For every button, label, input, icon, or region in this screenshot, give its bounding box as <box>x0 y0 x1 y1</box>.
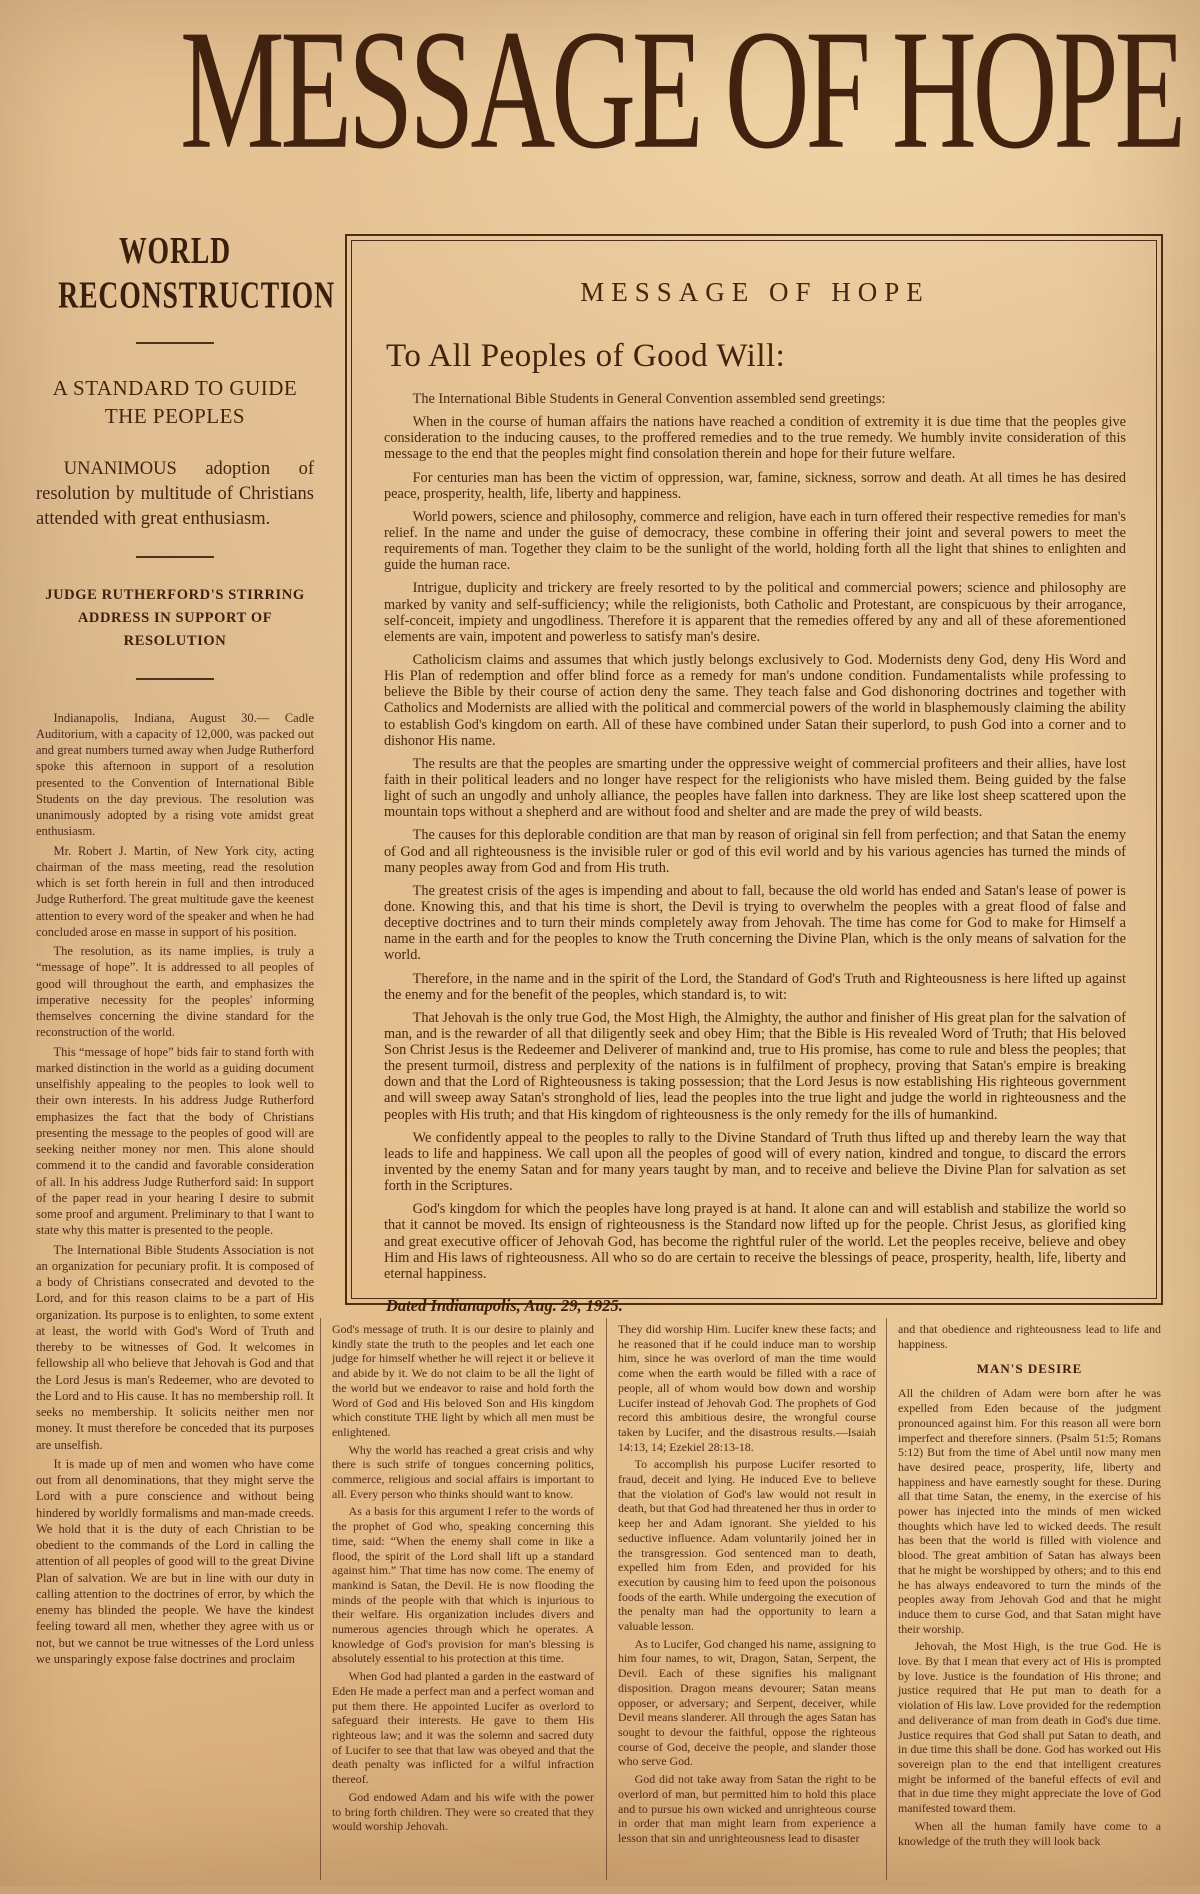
paragraph: Catholicism claims and assumes that which justly belongs exclusively to God. Modernists deny God, deny His Word and His Plan of redemption and offer blind force as a remedy for man's undone condition. Fundamentalists while professing to believe the Bible by their course of action deny the same. They teach false and God dishonoring doctrines and together with Catholics and Modernists are allied with the political and commercial powers of the world in blasphemously claiming the ability to establish God's kingdom on earth. All of these have combined under Satan their superlord, to push God into a corner and to dishonor His name. <box>384 651 1126 749</box>
paragraph: They did worship Him. Lucifer knew these facts; and he reasoned that if he could induce man to worship him, since he was overlord of man the time would come when the earth would be filled with a race of people, all of whom would bow down and worship Lucifer instead of Jehovah God. The prophets of God record this ambitious desire, the wrongful course taken by Lucifer, and the disastrous results.—Isaiah 14:13, 14; Ezekiel 28:13-18. <box>618 1322 876 1454</box>
left-column-body <box>36 710 314 1894</box>
paragraph: The International Bible Students Association is not an organization for pecuniary profit. It is composed of a body of Christians consecrated and devoted to the Lord, and for this reason claims to be a part of His organization. Its purpose is to enlighten, to some extent at least, the world with God's Word of Truth and thereby to be witnesses of God. It welcomes in fellowship all who believe that Jehovah is God and that the Lord Jesus is man's Redeemer, who are devoted to the Lord and to His cause. It has no membership roll. It seeks no membership. It solicits neither men nor money. It must therefore be conceded that its purposes are unselfish. <box>36 1242 314 1452</box>
paragraph: When all the human family have come to a knowledge of the truth they will look back <box>898 1818 1161 1848</box>
resolution-body <box>384 391 1126 1282</box>
column-rule <box>320 1318 321 1880</box>
column-4-lead: and that obedience and righteousness lead to life and happiness. <box>898 1322 1161 1351</box>
left-column <box>36 230 335 1894</box>
resolution-dateline: Dated Indianapolis, Aug. 29, 1925. <box>386 1296 623 1316</box>
divider <box>136 678 214 680</box>
paragraph: This “message of hope” bids fair to stand forth with marked distinction in the world as a guiding document unselfishly appealing to the peoples to look well to their own interests. In his address Judge Rutherford emphasizes the fact that the body of Christians presenting the message to the peoples of good will are seeking neither money nor men. This alone should commend it to the candid and favorable consideration of all. In his address Judge Rutherford said: In support of the paper read in your hearing I desire to submit some proof and argument. Preliminary to that I want to state why this matter is presented to the people. <box>36 1044 314 1238</box>
resolution-box-inner <box>351 240 1157 1316</box>
paragraph: God did not take away from Satan the right to be overlord of man, but permitted him to hold this place and to pursue his own wicked and unrighteous course in order that man might learn from experience a lesson that sin and unrighteousness lead to disaster <box>618 1772 876 1845</box>
paragraph: Why the world has reached a great crisis and why there is such strife of tongues concerning politics, commerce, religious and social affairs is important to all. Every person who thinks should want to know. <box>332 1442 594 1501</box>
paragraph: God's message of truth. It is our desire to plainly and kindly state the truth to the peoples and let each one judge for himself whether he will reject it or believe it and abide by it. We do not claim to be all the light of the world but we endeavor to raise and hold forth the Word of God and His beloved Son and His kingdom which constitute THE light by which all men must be enlightened. <box>332 1322 594 1439</box>
paragraph: God's kingdom for which the peoples have long prayed is at hand. It alone can and will establish and stabilize the world so that it cannot be moved. Its ensign of righteousness is the Standard now lifted up for the people. Christ Jesus, as glorified king and great executive officer of Jehovah God, has become the rightful ruler of the world. Let the peoples receive, believe and obey Him and His laws of righteousness. All who so do are certain to receive the blessings of peace, prosperity, health, life, liberty and eternal happiness. <box>384 1201 1126 1282</box>
left-column-title: WORLD RECONSTRUCTION <box>58 231 335 317</box>
paragraph: As a basis for this argument I refer to the words of the prophet of God who, speaking concerning this time, said: “When the enemy shall come in like a flood, the spirit of the Lord shall lift up a standard against him.” That time has now come. The enemy of mankind is Satan, the Devil. He is now flooding the minds of the people with that which is injurious to their welfare. His organization includes divers and numerous agencies through which he operates. A knowledge of God's provision for man's blessing is absolutely essential to his protection at this time. <box>332 1504 594 1666</box>
paragraph: The International Bible Students in General Convention assembled send greetings: <box>412 391 886 407</box>
bottom-column-3 <box>618 1322 876 1878</box>
paragraph: The greatest crisis of the ages is impending and about to fall, because the old world has ended and Satan's lease of power is done. Knowing this, and that his time is short, the Devil is trying to overwhelm the peoples with a great flood of false and deceptive doctrines and to turn their minds completely away from Jehovah. The time has come for God to make for Himself a name in the earth and for the peoples to know the Truth concerning the Divine Plan, which is the only means of salvation for the world. <box>384 882 1126 964</box>
paragraph: Therefore, in the name and in the spirit of the Lord, the Standard of God's Truth and Righteousness is here lifted up against the enemy and for the benefit of the peoples, which standard is, to wit: <box>384 970 1126 1003</box>
paragraph: All the children of Adam were born after he was expelled from Eden because of the judgment pronounced against him. For this reason all were born imperfect and therefore sinners. (Psalm 51:5; Romans 5:12) But from the time of Abel until now many men have desired peace, prosperity, life, liberty and happiness and have earnestly sought for these. During all that time Satan, the enemy, in the exercise of his power has injected into the minds of men wicked thoughts which have led to wicked deeds. The result has been that the world is filled with violence and blood. The great ambition of Satan has always been that he might be worshipped by others; and to this end he has always endeavored to turn the minds of the peoples away from Jehovah God and that he might induce them to curse God, and that Satan might have their worship. <box>898 1386 1161 1636</box>
left-column-subtitle: A STANDARD TO GUIDE THE PEOPLES <box>52 375 298 429</box>
divider <box>136 342 214 344</box>
paragraph: For centuries man has been the victim of oppression, war, famine, sickness, sorrow and death. At all times he has desired peace, prosperity, health, life, liberty and happiness. <box>384 469 1126 502</box>
column-rule <box>606 1318 607 1880</box>
paragraph: The causes for this deplorable condition are that man by reason of original sin fell from perfection; and that Satan the enemy of God and all righteousness is the invisible ruler or god of this evil world and by his various agencies has turned the minds of many peoples away from God and from His truth. <box>384 827 1126 876</box>
paragraph: Intrigue, duplicity and trickery are freely resorted to by the political and commercial powers; science and philosophy are marked by vanity and self-sufficiency; while the religionists, both Catholic and Protestant, are conspicuous by their arrogance, self-conceit, impiety and ungodliness. Therefore it is apparent that the remedies offered by any and all of these aforementioned elements are vain, impotent and powerless to satisfy man's desire. <box>384 580 1126 645</box>
resolution-box <box>345 234 1163 1316</box>
paragraph: God endowed Adam and his wife with the power to bring forth children. They were so created that they would worship Jehovah. <box>332 1789 594 1834</box>
mans-desire-heading: MAN'S DESIRE <box>976 1361 1083 1377</box>
resolution-title: MESSAGE OF HOPE <box>580 277 930 307</box>
paragraph: We confidently appeal to the peoples to rally to the Divine Standard of Truth thus lifted up and thereby learn the way that leads to life and happiness. We call upon all the peoples of good will of every nation, kindred and tongue, to discard the errors invented by the enemy Satan and for many years taught by man, and to receive and believe the Divine Plan for salvation as set forth in the Scriptures. <box>384 1129 1126 1195</box>
paragraph: Indianapolis, Indiana, August 30.— Cadle Auditorium, with a capacity of 12,000, was packed out and great numbers turned away when Judge Rutherford spoke this afternoon in support of a resolution presented to the Convention of International Bible Students on the day previous. The resolution was unanimously adopted by a rising vote amidst great enthusiasm. <box>36 710 314 839</box>
left-column-deck: UNANIMOUS adoption of resolution by multitude of Christians attended with great enthusiasm. <box>36 458 314 529</box>
column-rule <box>886 1318 887 1880</box>
divider <box>136 556 214 558</box>
paragraph: As to Lucifer, God changed his name, assigning to him four names, to wit, Dragon, Satan, Serpent, the Devil. Each of these signifies his malignant disposition. Dragon means devourer; Satan means opposer, or adversary; and Serpent, deceiver, while Devil means slanderer. All through the ages Satan has sought to devour the faithful, oppose the righteous course of God, deceive the people, and slander those who serve God. <box>618 1636 876 1769</box>
paragraph: To accomplish his purpose Lucifer resorted to fraud, deceit and lying. He induced Eve to believe that the violation of God's law would not result in death, but that God had threatened her thus in order to keep her and Adam ignorant. She yielded to his seductive influence. Adam voluntarily joined her in the transgression. God sentenced man to death, expelled him from Eden, and provided for his execution by causing him to feed upon the poisonous foods of the earth. While undergoing the execution of the penalty man had the opportunity to learn a valuable lesson. <box>618 1457 876 1634</box>
bottom-column-4 <box>898 1322 1161 1878</box>
paragraph: When God had planted a garden in the eastward of Eden He made a perfect man and a perfect woman and put them there. He appointed Lucifer as overlord to safeguard their interests. He gave to them His righteous law; and it was the solemn and sacred duty of Lucifer to see that that law was obeyed and that the death penalty was inflicted for a wilful infraction thereof. <box>332 1669 594 1787</box>
column-4-body <box>898 1386 1161 1848</box>
paragraph: It is made up of men and women who have come out from all denominations, that they might serve the Lord with a pure conscience and without being hindered by worldly formalisms and man-made creeds. We hold that it is the duty of each Christian to be obedient to the commands of the Lord in calling the attention of all peoples of good will to the great Divine Plan of salvation. We are but in line with our duty in calling attention to the doctrines of error, by which the enemy has blinded the people. We have the kindest feeling toward all men, whether they agree with us or not, but we cannot be true witnesses of the Lord unless we unsparingly expose false doctrines and proclaim <box>36 1456 314 1666</box>
paragraph: The results are that the peoples are smarting under the oppressive weight of commercial profiteers and their allies, have lost faith in their political leaders and no longer have respect for the religionists who have misled them. Being guided by the false light of such an ungodly and unholy alliance, the peoples have fallen into darkness. They are like lost sheep scattered upon the mountain tops without a shepherd and are without food and shelter and are made the prey of wild beasts. <box>384 755 1126 821</box>
paragraph: That Jehovah is the only true God, the Most High, the Almighty, the author and finisher of His great plan for the salvation of man, and is the rewarder of all that diligently seek and obey Him; that the Bible is His revealed Word of Truth; that His beloved Son Christ Jesus is the Redeemer and Deliverer of mankind and, true to His promise, has come to rule and bless the peoples; that the present turmoil, distress and perplexity of the nations is in fulfilment of prophecy, proving that Satan's empire is breaking down and that the Lord of Righteousness is taking possession; that the Lord Jesus is now establishing His righteous government and will sweep away Satan's stronghold of lies, lead the peoples into the true light and judge the world in righteousness and the peoples with His truth; and that His kingdom of righteousness is the only remedy for the ills of humankind. <box>384 1009 1126 1123</box>
resolution-salutation: To All Peoples of Good Will: <box>386 338 786 374</box>
paragraph: When in the course of human affairs the nations have reached a condition of extremity it is due time that the peoples give consideration to the inducing causes, to the proffered remedies and to the true remedy. We humbly invite consideration of this message to the end that the peoples might find consolation therein and hope for their future welfare. <box>384 414 1126 463</box>
paragraph: World powers, science and philosophy, commerce and religion, have each in turn offered their respective remedies for man's relief. In the name and under the guise of democracy, these combine in offering their joint and several powers to meet the requirements of man. Together they claim to be the sunlight of the world, holding forth all the light that shines to enlighten and guide the human race. <box>384 508 1126 574</box>
paragraph: Mr. Robert J. Martin, of New York city, acting chairman of the mass meeting, read the resolution which is set forth herein in full and then introduced Judge Rutherford. The great multitude gave the keenest attention to every word of the speaker and when he had concluded arose en masse in support of his position. <box>36 843 314 939</box>
left-column-kicker: JUDGE RUTHERFORD'S STIRRING ADDRESS IN SUPPORT OF RESOLUTION <box>45 587 305 650</box>
paragraph: Jehovah, the Most High, is the true God. He is love. By that I mean that every act of His is prompted by love. Justice is the foundation of His throne; and justice required that He put man to death for a violation of His law. Love provided for the redemption and deliverance of man from death in God's due time. Justice requires that God shall put Satan to death, and in due time this shall be done. God has worked out His sovereign plan to the end that intelligent creatures might be informed of the baneful effects of evil and that in due time they might appreciate the love of God manifested toward them. <box>898 1639 1161 1816</box>
masthead-title: MESSAGE OF HOPE <box>180 0 1183 185</box>
paragraph: The resolution, as its name implies, is truly a “message of hope”. It is addressed to all peoples of good will throughout the earth, and emphasizes the imperative necessity for the peoples' informing themselves concerning the divine standard for the reconstruction of the world. <box>36 944 314 1040</box>
bottom-column-2 <box>332 1322 594 1878</box>
